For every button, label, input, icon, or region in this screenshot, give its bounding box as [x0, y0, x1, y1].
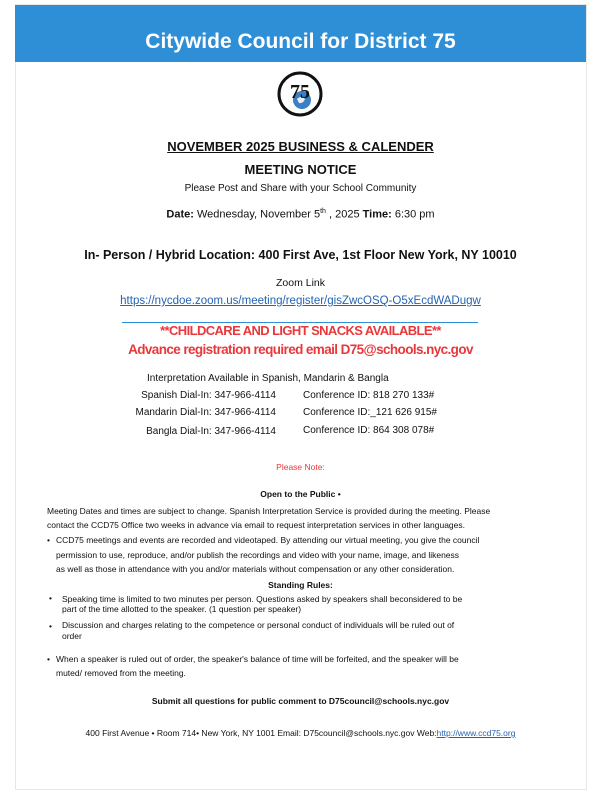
- rule-1b: part of the time allotted to the speaker. (1 question per speaker): [62, 604, 302, 614]
- date-label: Date:: [166, 208, 194, 221]
- submit-questions: Submit all questions for public comment to D75council@schools.nyc.gov: [151, 696, 450, 706]
- spanish-dial-in: Spanish Dial-In: 347-966-4114: [141, 390, 276, 401]
- date-year: , 2025: [328, 208, 360, 221]
- bangla-conference-id: Conference ID: 864 308 078#: [303, 425, 435, 436]
- childcare-notice: **CHILDCARE AND LIGHT SNACKS AVAILABLE**: [160, 323, 441, 338]
- interpretation-heading: Interpretation Available in Spanish, Mandarin & Bangla: [147, 373, 389, 384]
- open-paragraph-1b: contact the CCD75 Office two weeks in advance via email to request interpretation services in other languages.: [47, 520, 465, 530]
- header-banner: [15, 5, 586, 62]
- share-text: Please Post and Share with your School Community: [184, 183, 417, 194]
- spanish-conference-id: Conference ID: 818 270 133#: [303, 390, 435, 401]
- standing-rules-heading: Standing Rules:: [268, 580, 333, 590]
- bullet: •: [47, 654, 50, 664]
- registration-notice: Advance registration required email D75@schools.nyc.gov: [128, 342, 473, 357]
- website-link[interactable]: http://www.ccd75.org: [436, 728, 516, 738]
- footer-text: 400 First Avenue • Room 714• New York, NY 1001 Email: D75council@schools.nyc.gov Web:: [85, 728, 437, 738]
- open-paragraph-2c: as well as those in attendance with you and/or materials without compensation or any other consideration.: [56, 564, 455, 574]
- notice-title: NOVEMBER 2025 BUSINESS & CALENDER: [167, 139, 434, 154]
- bullet: •: [49, 593, 52, 603]
- open-paragraph-1a: Meeting Dates and times are subject to change. Spanish Interpretation Service is provided during the meeting. Please: [47, 506, 491, 516]
- mandarin-dial-in: Mandarin Dial-In: 347-966-4114: [135, 407, 276, 418]
- location-text: In- Person / Hybrid Location: 400 First Ave, 1st Floor New York, NY 10010: [84, 248, 517, 262]
- banner-title: Citywide Council for District 75: [145, 30, 456, 53]
- rule-3a: When a speaker is ruled out of order, the speaker's balance of time will be forfeited, and the speaker will be: [56, 654, 459, 664]
- rule-2a: Discussion and charges relating to the competence or personal conduct of individuals will be ruled out of: [62, 620, 455, 630]
- rule-1a: Speaking time is limited to two minutes per person. Questions asked by speakers shall beconsidered to be: [62, 594, 463, 604]
- bullet: •: [47, 535, 50, 545]
- date-value: Wednesday, November 5: [196, 208, 321, 221]
- open-paragraph-2b: permission to use, reproduce, and/or publish the recordings and video with your name, image, and likeness: [56, 550, 460, 560]
- open-heading: Open to the Public •: [260, 489, 341, 499]
- notice-subtitle: MEETING NOTICE: [244, 162, 357, 177]
- date-suffix: th: [320, 208, 326, 215]
- rule-2b: order: [62, 631, 82, 641]
- time-label: Time:: [362, 208, 392, 221]
- date-time-line: [15, 208, 586, 221]
- bullet: •: [49, 621, 52, 631]
- rule-3b: muted/ removed from the meeting.: [56, 668, 186, 678]
- footer: [15, 728, 586, 738]
- zoom-link[interactable]: https://nycdoe.zoom.us/meeting/register/gisZwcOSQ-O5xEcdWADugw: [120, 295, 481, 307]
- district-75-logo: [277, 71, 323, 117]
- svg-text:75: 75: [290, 81, 310, 103]
- time-value: 6:30 pm: [394, 208, 435, 221]
- open-paragraph-2a: CCD75 meetings and events are recorded and videotaped. By attending our virtual meeting, you give the council: [56, 535, 480, 545]
- mandarin-conference-id: Conference ID:_121 626 915#: [303, 407, 437, 418]
- bangla-dial-in: Bangla Dial-In: 347-966-4114: [146, 426, 276, 437]
- please-note: Please Note:: [276, 462, 325, 472]
- zoom-label: Zoom Link: [275, 277, 326, 289]
